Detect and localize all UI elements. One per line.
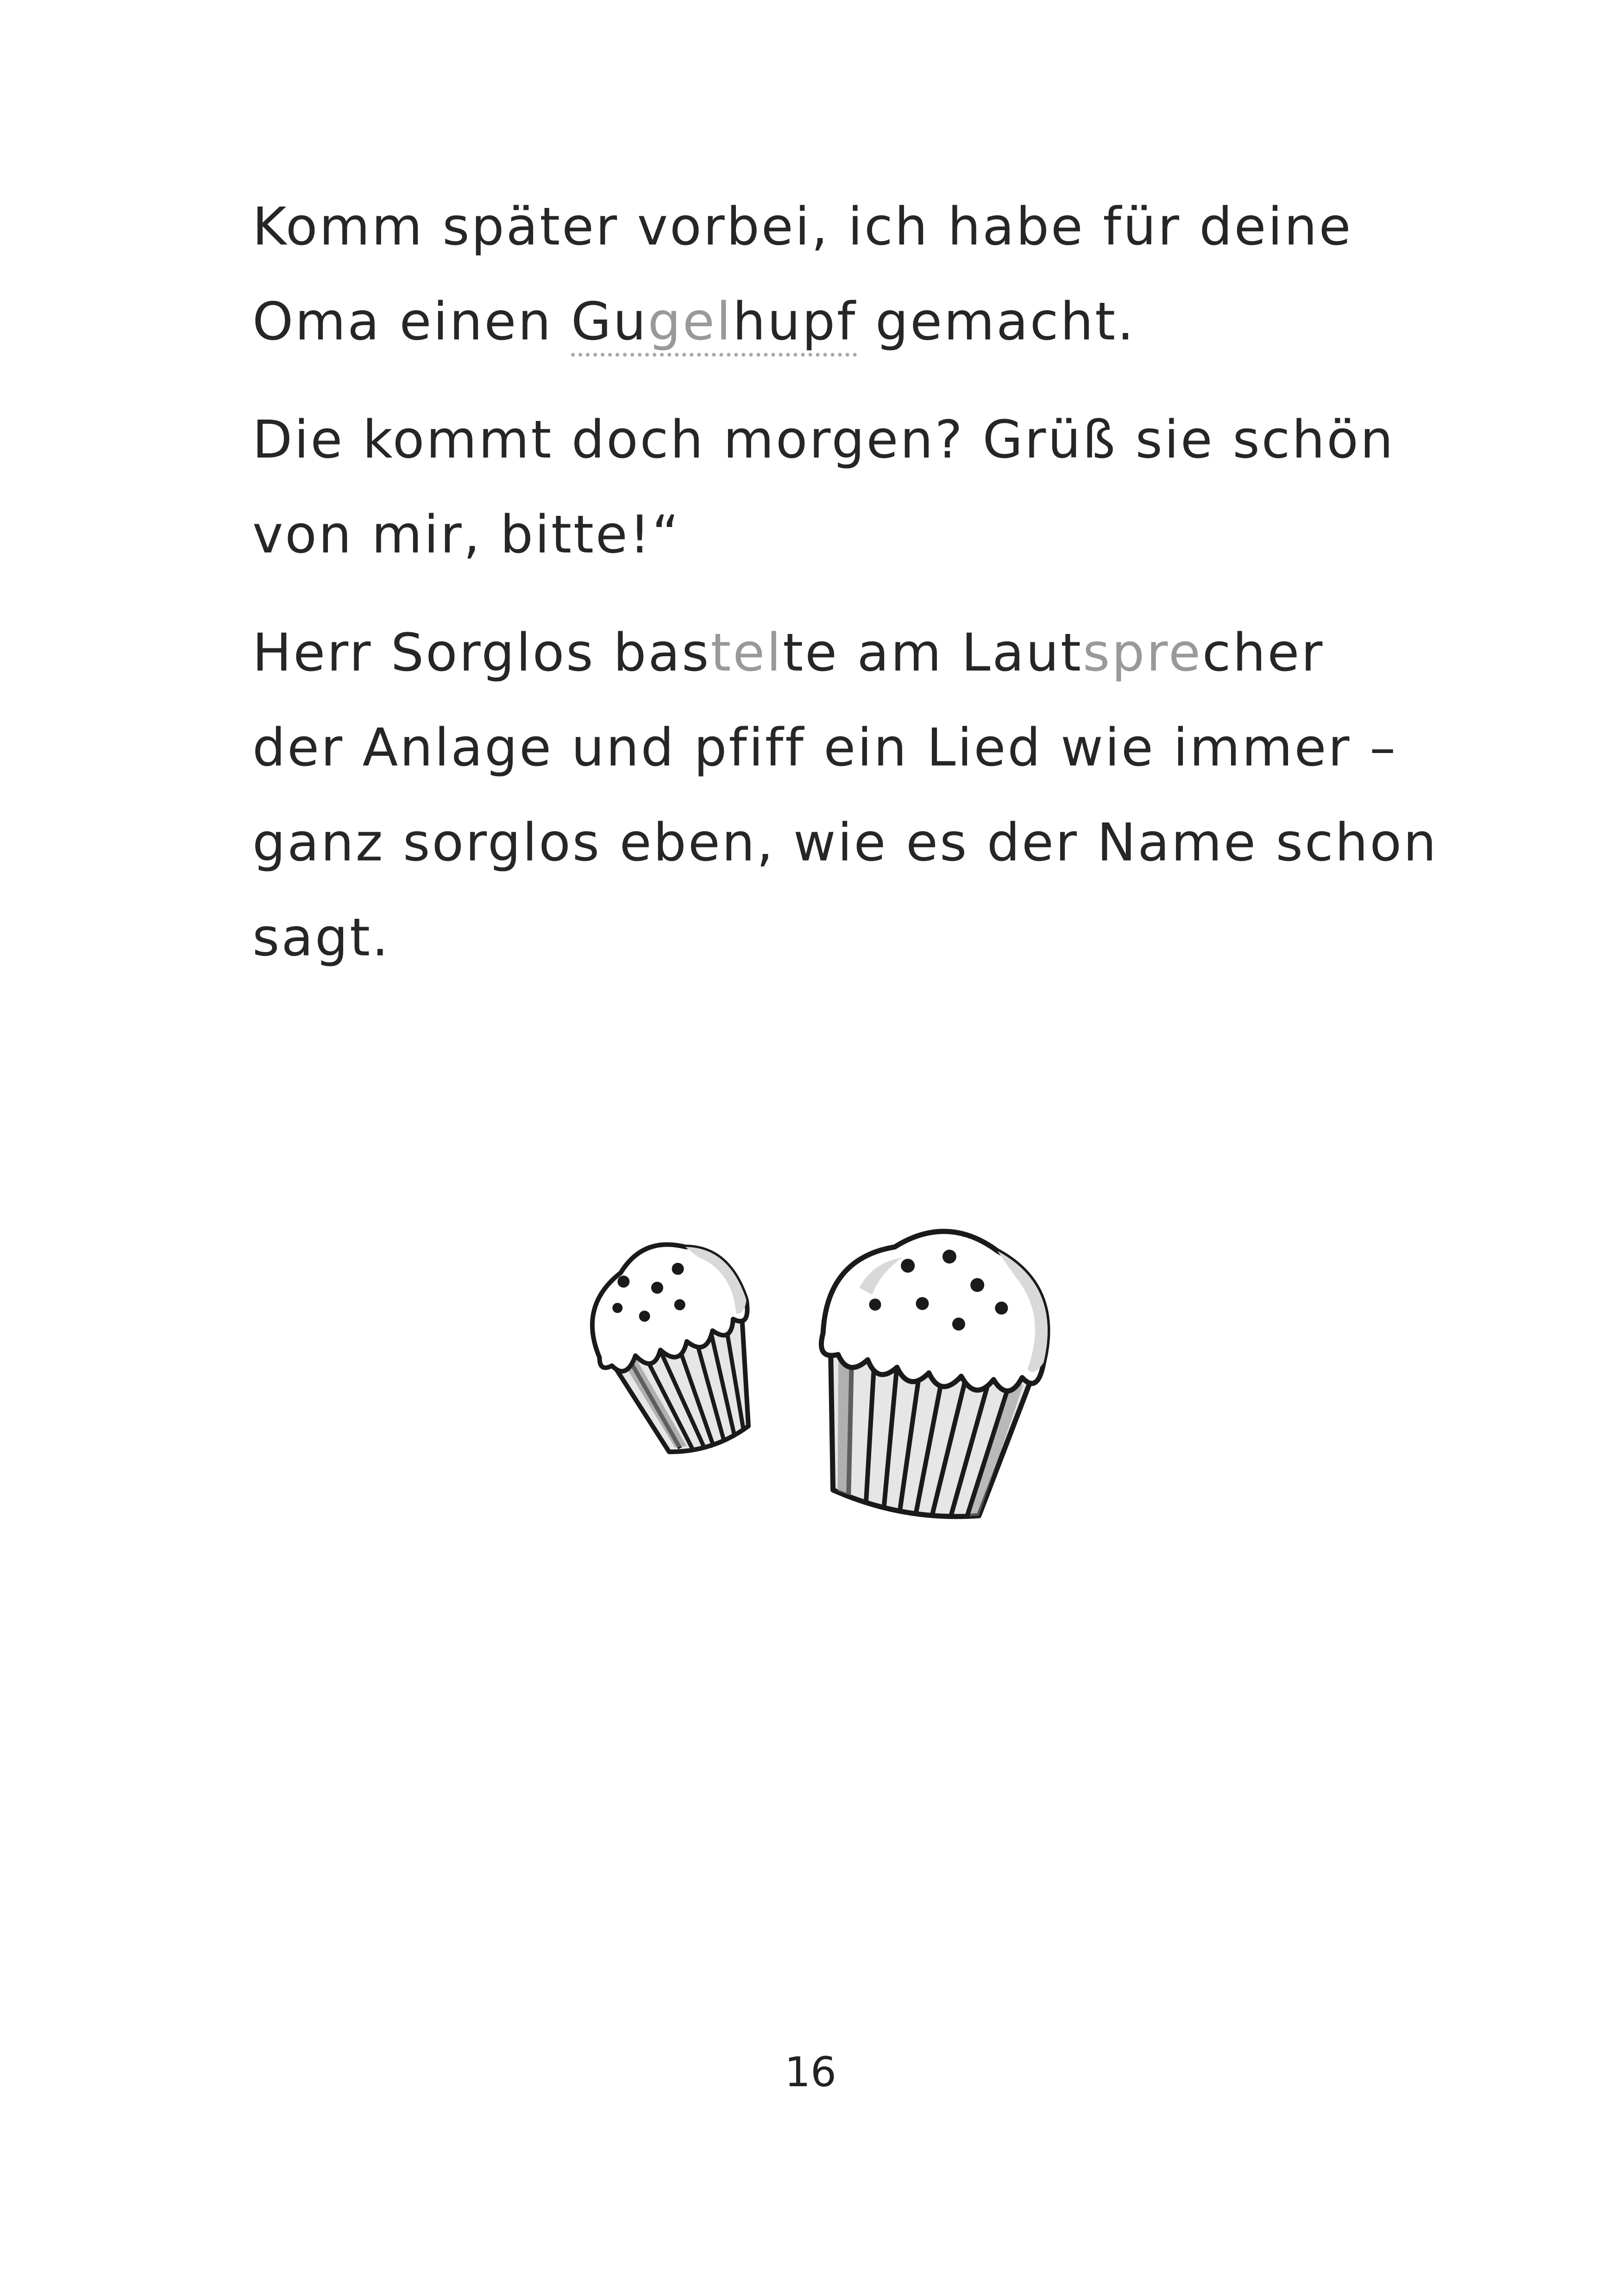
text-line: ganz sorglos eben, wie es der Name schon bbox=[252, 813, 1439, 873]
text-fragment: gemacht. bbox=[857, 292, 1136, 352]
text-line: von mir, bitte!“ bbox=[252, 505, 681, 565]
text-line: Komm später vorbei, ich habe für deine bbox=[252, 197, 1353, 257]
large-muffin-icon bbox=[794, 1212, 1064, 1532]
text-line: der Anlage und pfiff ein Lied wie immer – bbox=[252, 718, 1398, 778]
text-line bbox=[252, 289, 1136, 354]
syllable: Gu bbox=[571, 292, 648, 352]
text-line: sagt. bbox=[252, 908, 390, 968]
text-fragment: Oma einen bbox=[252, 292, 571, 352]
text-fragment: cher bbox=[1202, 623, 1325, 683]
syllable-highlight: spre bbox=[1082, 623, 1202, 683]
text-fragment: Herr Sorglos bas bbox=[252, 623, 711, 683]
small-muffin-icon bbox=[571, 1224, 786, 1472]
page-number: 16 bbox=[785, 2048, 836, 2096]
text-line bbox=[252, 621, 1324, 685]
word-gugelhupf bbox=[571, 292, 857, 357]
syllable-highlight: tel bbox=[710, 623, 783, 683]
text-line: Die kommt doch morgen? Grüß sie schön bbox=[252, 410, 1395, 470]
text-fragment: te am Laut bbox=[783, 623, 1083, 683]
syllable-highlight: gel bbox=[647, 292, 733, 352]
muffins-illustration bbox=[533, 1186, 1112, 1537]
syllable: hupf bbox=[732, 292, 857, 352]
